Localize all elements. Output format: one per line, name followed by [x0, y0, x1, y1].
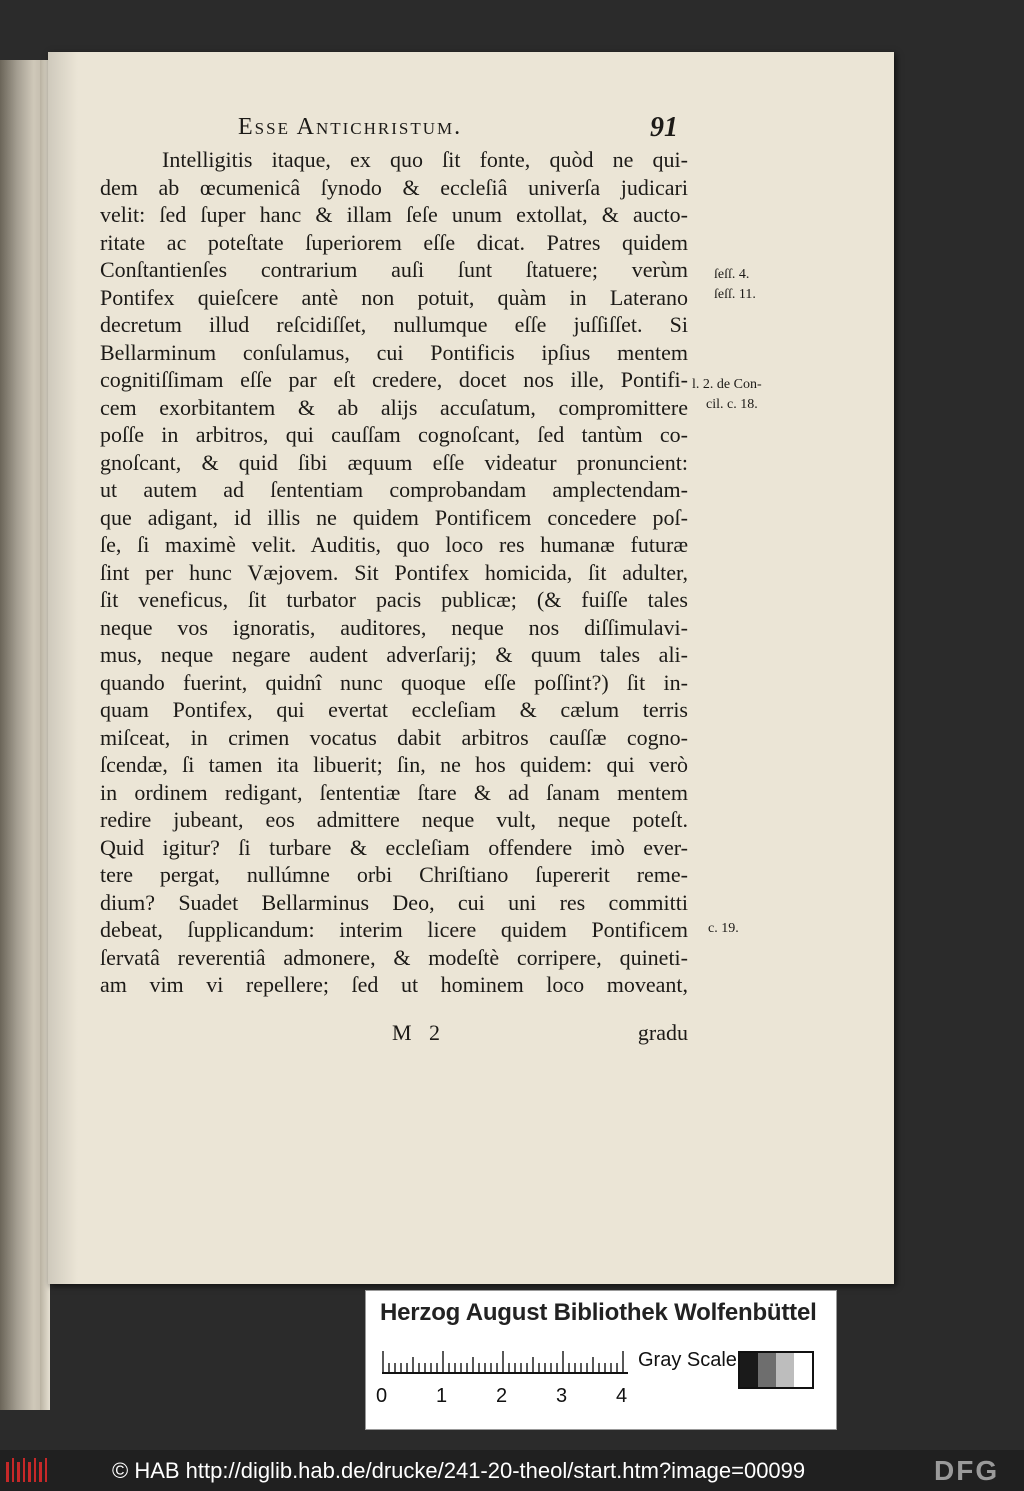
text-line: mus, neque negare audent adverſarij; & quum tales ali- — [100, 642, 688, 667]
text-line: que adigant, id illis ne quidem Pontificem concedere poſ- — [100, 504, 688, 530]
text-line: velit: ſed ſuper hanc & illam ſeſe unum extollat, & aucto- — [100, 202, 688, 227]
page-gutter-shadow — [48, 52, 78, 1284]
barcode-icon — [6, 1458, 48, 1484]
text-line: debeat, ſupplicandum: interim licere quidem Pontificem — [100, 917, 688, 942]
text-line: Bellarminum conſulamus, cui Pontificis ipſius mentem — [100, 339, 688, 365]
text-line: quando fuerint, quidnî nunc quoque eſſe poſſint?) ſit in- — [100, 669, 688, 695]
gray-swatch — [740, 1353, 758, 1387]
running-title: Esse Antichristum. — [238, 114, 463, 140]
ruler-number: 4 — [616, 1385, 628, 1407]
text-line: redire jubeant, eos admittere neque vult, neque poteſt. — [100, 807, 688, 832]
text-line: ſint per hunc Væjovem. Sit Pontifex homicida, ſit adulter, — [100, 559, 688, 585]
text-line: poſſe in arbitros, qui cauſſam cognoſcant, ſed tantùm co- — [100, 422, 688, 447]
text-line: ritate ac poteſtate ſuperiorem eſſe dicat. Patres quidem — [100, 229, 688, 255]
text-line: dium? Suadet Bellarminus Deo, cui uni res committi — [100, 889, 688, 915]
text-line: gnoſcant, & quid ſibi æquum eſſe videatur pronuncient: — [100, 449, 688, 475]
text-line: ſervatâ reverentiâ admonere, & modeſtè corripere, quineti- — [100, 944, 688, 970]
library-color-card — [365, 1290, 837, 1430]
ruler-scale — [382, 1345, 628, 1375]
text-line: tere pergat, nullúmne orbi Chriſtiano ſupererit reme- — [100, 862, 688, 887]
text-line: cognitiſſimam eſſe par eſt credere, docet nos ille, Pontifi- — [100, 367, 688, 392]
library-name: Herzog August Bibliothek Wolfenbüttel — [380, 1299, 817, 1326]
margin-note: ſeſſ. 11. — [714, 287, 756, 302]
text-line: quam Pontifex, qui evertat eccleſiam & cælum terris — [100, 697, 688, 722]
text-line: miſceat, in crimen vocatus dabit arbitros cauſſæ cogno- — [100, 724, 688, 750]
gray-swatch — [776, 1353, 794, 1387]
gray-scale-swatches — [738, 1351, 814, 1389]
page-number: 91 — [650, 112, 678, 143]
gray-swatch — [794, 1353, 812, 1387]
body-text — [100, 146, 688, 999]
text-line: ſcendæ, ſi tamen ita libuerit; ſin, ne hos quidem: qui verò — [100, 752, 688, 777]
catchword: gradu — [637, 1020, 688, 1045]
text-line: dem ab œcumenicâ ſynodo & eccleſiâ univerſa judicari — [100, 174, 688, 200]
text-line: cem exorbitantem & ab alijs accuſatum, compromittere — [100, 394, 688, 420]
ruler-number: 2 — [496, 1385, 508, 1407]
text-line: Quid igitur? ſi turbare & eccleſiam offendere imò ever- — [100, 834, 688, 860]
ruler-number: 1 — [436, 1385, 448, 1407]
text-line: Intelligitis itaque, ex quo ſit fonte, quòd ne qui- — [162, 147, 688, 172]
text-line: decretum illud reſcidiſſet, nullumque eſſe juſſiſſet. Si — [100, 312, 688, 337]
text-line: in ordinem redigant, ſententiæ ſtare & ad ſanam mentem — [100, 779, 688, 805]
signature-mark: M 2 — [392, 1020, 447, 1045]
text-line: Pontifex quieſcere antè non potuit, quàm in Laterano — [100, 284, 688, 310]
ruler-number: 0 — [376, 1385, 388, 1407]
margin-note: c. 19. — [708, 921, 739, 936]
margin-note: l. 2. de Con- — [692, 377, 762, 392]
ruler-numbers — [376, 1385, 646, 1409]
text-line: neque vos ignoratis, auditores, neque nos diſſimulavi- — [100, 614, 688, 640]
margin-note: ſeſſ. 4. — [714, 267, 750, 282]
gray-swatch — [758, 1353, 776, 1387]
ruler-number: 3 — [556, 1385, 568, 1407]
text-line: ſe, ſi maximè velit. Auditis, quo loco res humanæ futuræ — [100, 532, 688, 557]
text-line: ut autem ad ſententiam comprobandam amplectendam- — [100, 477, 688, 502]
text-line: ſit veneficus, ſit turbator pacis publicæ; (& fuiſſe tales — [100, 587, 688, 612]
gray-scale-label: Gray Scale — [638, 1349, 737, 1371]
margin-note: cil. c. 18. — [706, 397, 758, 412]
text-line: Conſtantienſes contrarium auſi ſunt ſtatuere; verùm — [100, 257, 688, 282]
dfg-logo: DFG — [934, 1455, 1000, 1486]
page-header — [238, 112, 678, 144]
page-footer-line — [100, 1020, 688, 1050]
source-link[interactable]: © HAB http://diglib.hab.de/drucke/241-20-theol/start.htm?image=00099 — [112, 1458, 806, 1483]
text-line: am vim vi repellere; ſed ut hominem loco moveant, — [100, 972, 688, 997]
viewer-footer — [0, 1450, 1024, 1491]
